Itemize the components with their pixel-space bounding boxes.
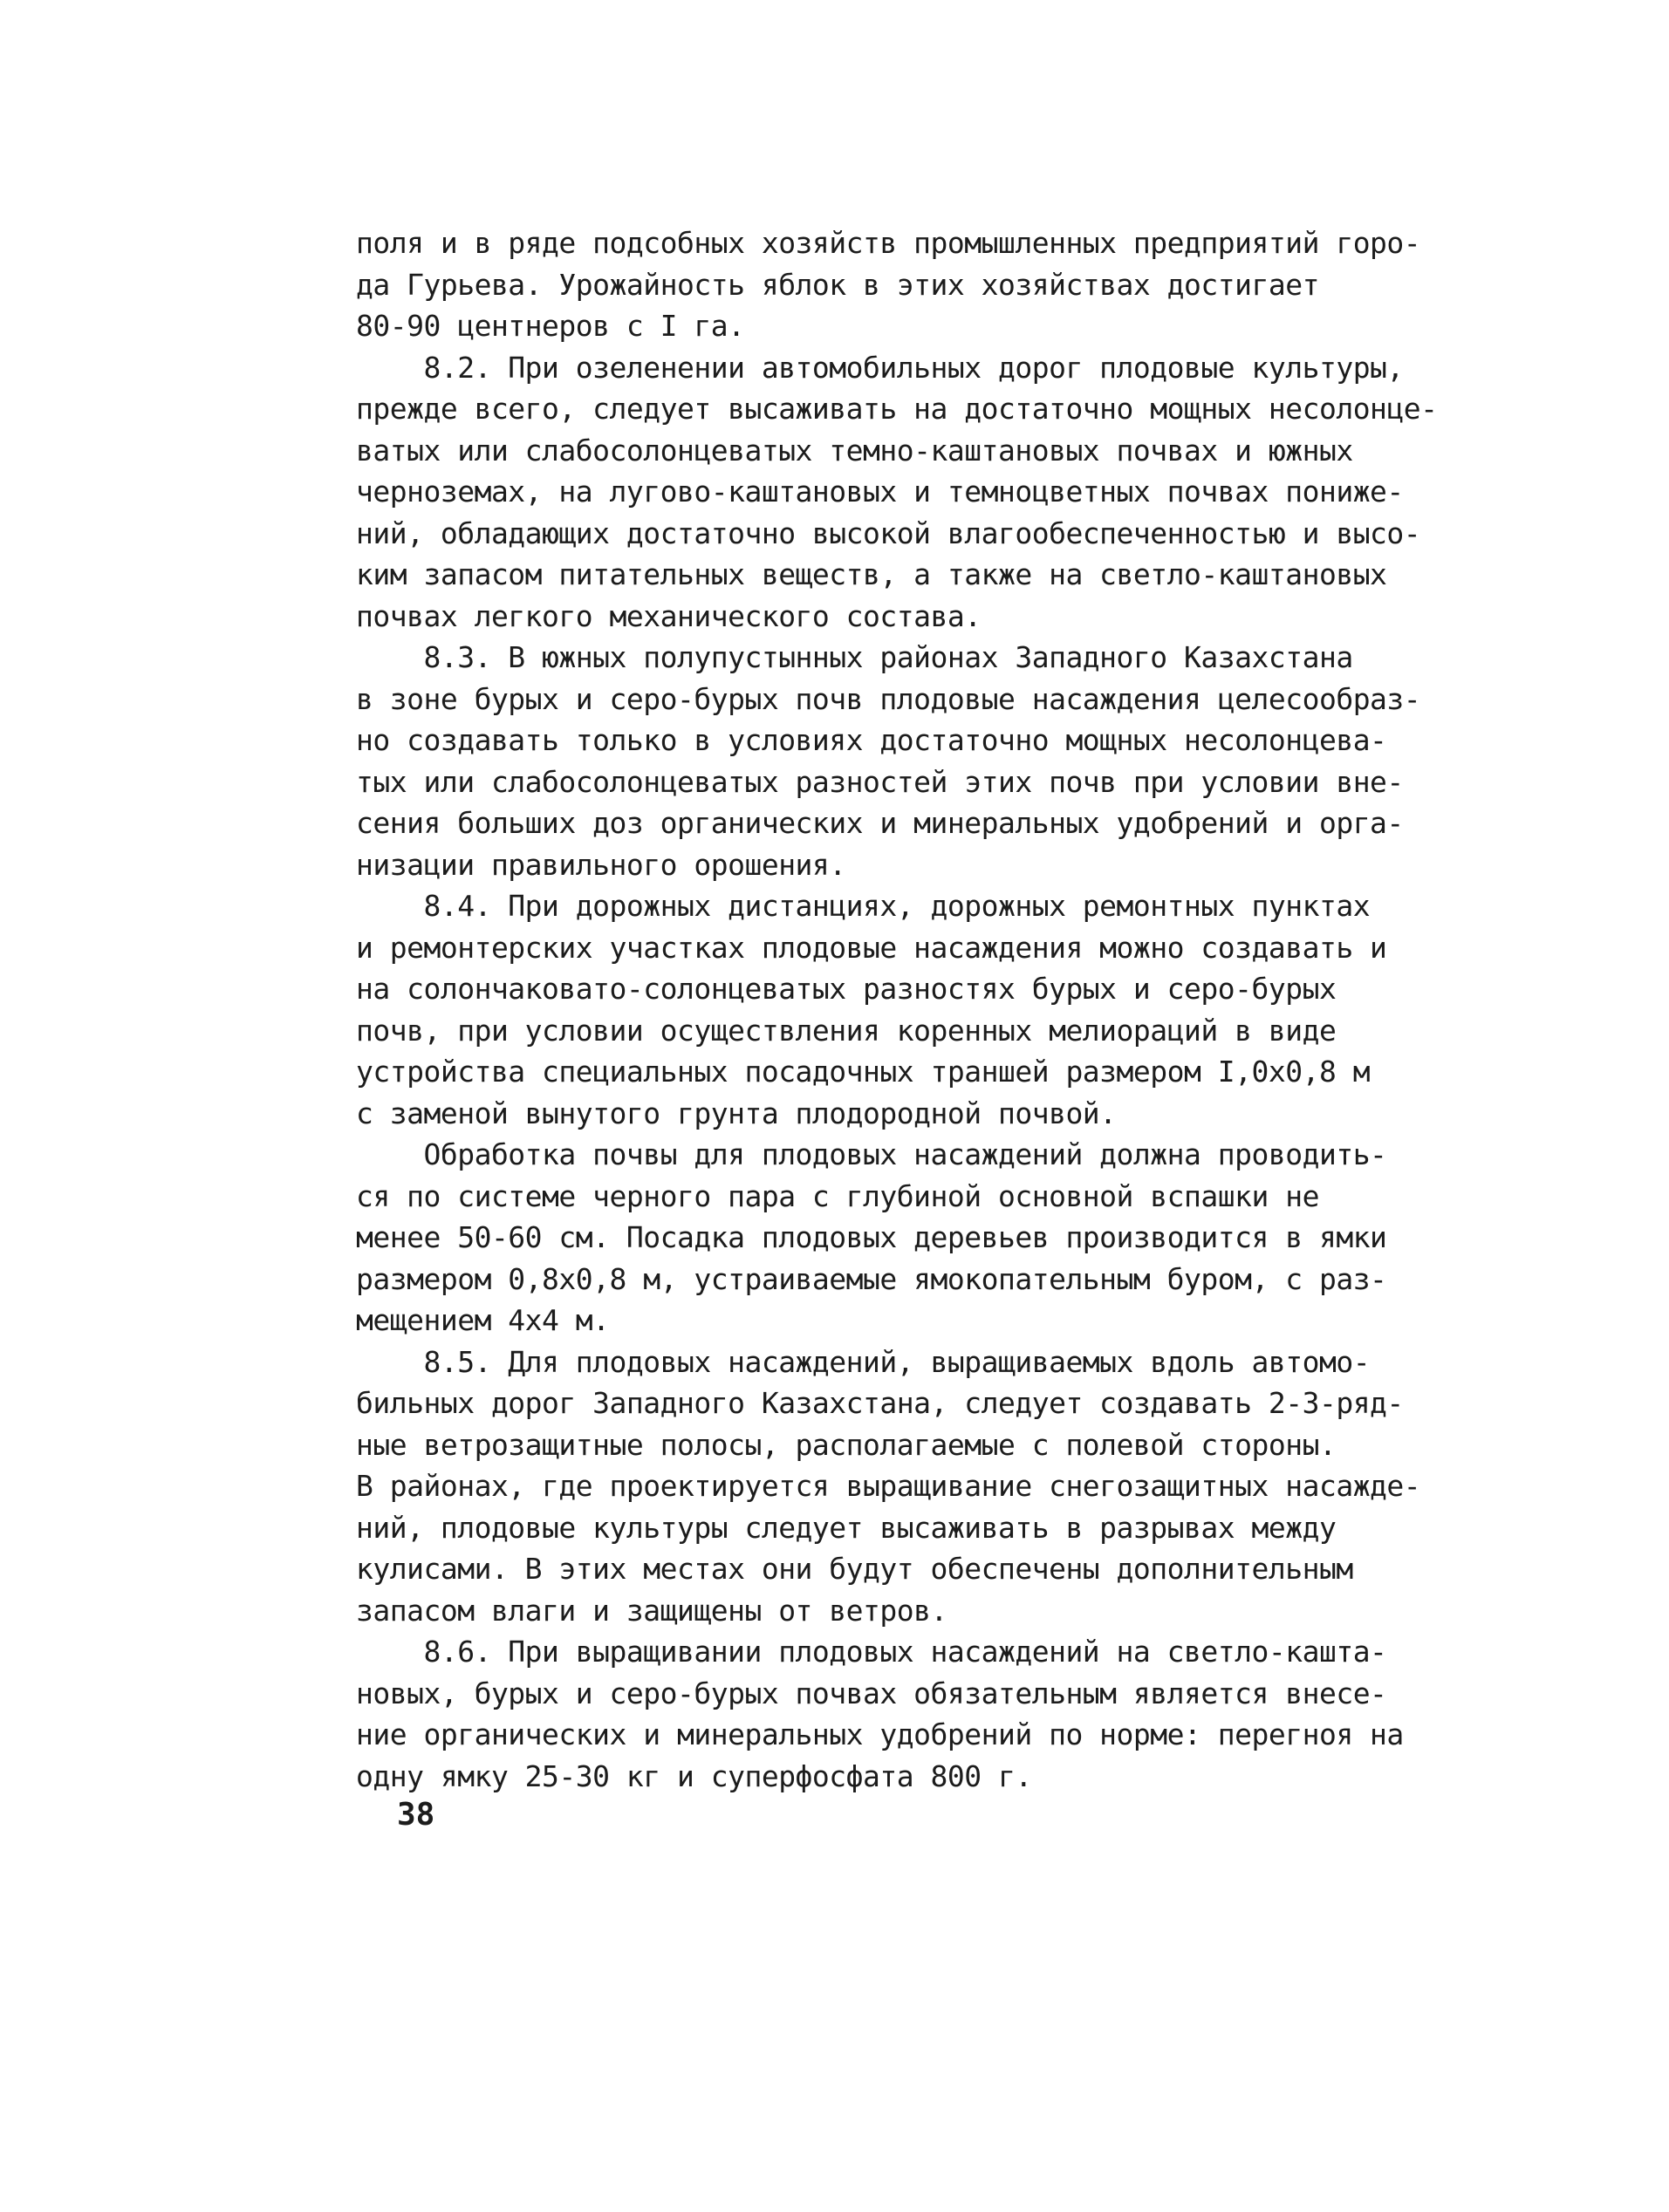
text-line: да Гурьева. Урожайность яблок в этих хозяйствах достигает [356, 267, 1319, 302]
text-line: Обработка почвы для плодовых насаждений должна проводить- [356, 1137, 1387, 1171]
text-line: тых или слабосолонцеватых разностей этих почв при условии вне- [356, 764, 1404, 799]
text-line: ватых или слабосолонцеватых темно-каштановых почвах и южных [356, 433, 1353, 468]
text-line: ние органических и минеральных удобрений по норме: перегноя на [356, 1717, 1404, 1751]
text-line: ний, плодовые культуры следует высаживать в разрывах между [356, 1510, 1337, 1545]
text-line: запасом влаги и защищены от ветров. [356, 1593, 947, 1628]
text-line: с заменой вынутого грунта плодородной почвой. [356, 1096, 1117, 1130]
text-line: 8.6. При выращивании плодовых насаждений на светло-кашта- [356, 1635, 1387, 1669]
text-line: прежде всего, следует высаживать на достаточно мощных несолонце- [356, 392, 1438, 426]
text-line: менее 50-60 см. Посадка плодовых деревьев производится в ямки [356, 1220, 1387, 1254]
text-line: черноземах, на лугово-каштановых и темноцветных почвах пониже- [356, 474, 1404, 509]
text-line: сения больших доз органических и минеральных удобрений и орга- [356, 806, 1404, 840]
text-line: 8.5. Для плодовых насаждений, выращиваемых вдоль автомо- [356, 1344, 1371, 1379]
text-line: ким запасом питательных веществ, а также на светло-каштановых [356, 557, 1387, 591]
text-line: почвах легкого механического состава. [356, 598, 982, 633]
text-line: мещением 4х4 м. [356, 1303, 610, 1337]
text-line: размером 0,8х0,8 м, устраиваемые ямокопательным буром, с раз- [356, 1261, 1387, 1296]
text-line: поля и в ряде подсобных хозяйств промышленных предприятий горо- [356, 226, 1421, 260]
text-line: одну ямку 25-30 кг и суперфосфата 800 г. [356, 1758, 1032, 1793]
text-line: кулисами. В этих местах они будут обеспечены дополнительным [356, 1552, 1353, 1586]
text-line: ний, обладающих достаточно высокой влагообеспеченностью и высо- [356, 515, 1421, 550]
text-line: но создавать только в условиях достаточно мощных несолонцева- [356, 723, 1387, 757]
text-line: почв, при условии осуществления коренных мелиораций в виде [356, 1013, 1337, 1048]
page-number: 38 [397, 1797, 435, 1833]
text-line: В районах, где проектируется выращивание снегозащитных насажде- [356, 1469, 1421, 1503]
text-line: и ремонтерских участках плодовые насаждения можно создавать и [356, 930, 1387, 965]
text-line: низации правильного орошения. [356, 847, 846, 882]
text-line: 80-90 центнеров с I га. [356, 309, 745, 343]
text-line: 8.4. При дорожных дистанциях, дорожных ремонтных пунктах [356, 889, 1371, 923]
text-line: на солончаковато-солонцеватых разностях бурых и серо-бурых [356, 972, 1337, 1006]
text-line: ные ветрозащитные полосы, располагаемые с полевой стороны. [356, 1427, 1337, 1462]
body-text [356, 222, 1455, 1797]
text-line: устройства специальных посадочных траншей размером I,0х0,8 м [356, 1055, 1371, 1089]
text-line: бильных дорог Западного Казахстана, следует создавать 2-3-ряд- [356, 1386, 1404, 1420]
text-line: ся по системе черного пара с глубиной основной вспашки не [356, 1178, 1319, 1213]
text-line: новых, бурых и серо-бурых почвах обязательным является внесе- [356, 1676, 1387, 1710]
text-line: 8.2. При озеленении автомобильных дорог плодовые культуры, [356, 350, 1404, 385]
text-line: в зоне бурых и серо-бурых почв плодовые насаждения целесообраз- [356, 681, 1421, 716]
text-line: 8.3. В южных полупустынных районах Западного Казахстана [356, 640, 1353, 674]
